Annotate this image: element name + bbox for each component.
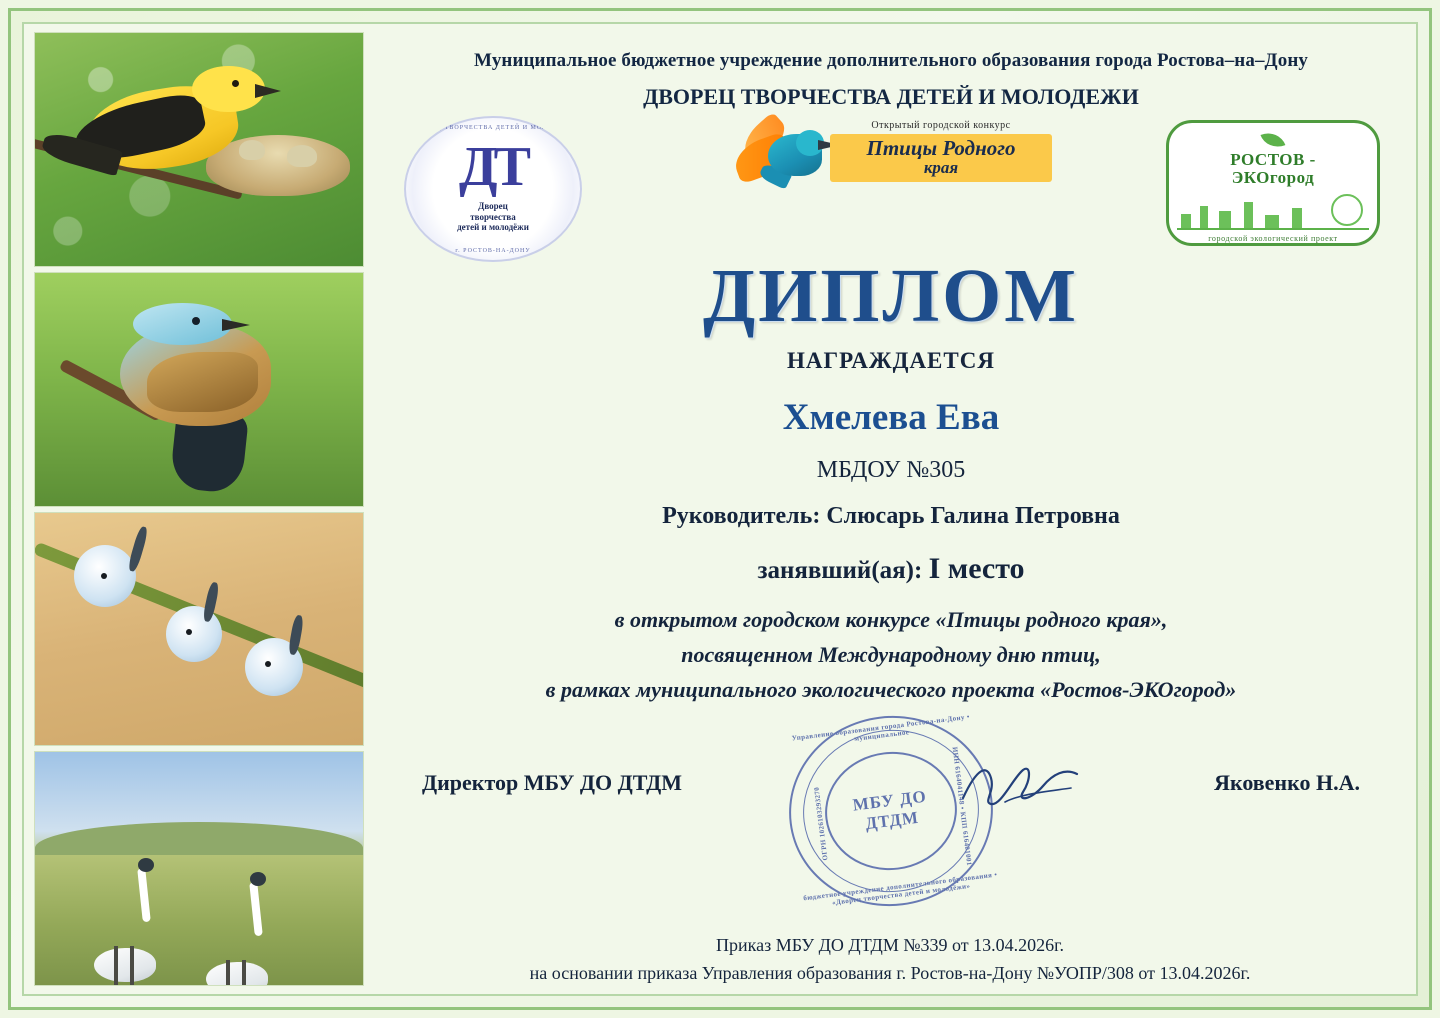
- dtdm-monogram: ДТ: [459, 136, 527, 199]
- hill-shape: [35, 822, 363, 855]
- leaf-icon: [1260, 128, 1285, 152]
- artwork-gallery: [34, 32, 364, 986]
- crane-leg-shape: [242, 960, 246, 986]
- crane-head-shape: [138, 858, 154, 872]
- oriole-beak-shape: [255, 84, 281, 98]
- teacher-name: Руководитель: Слюсарь Галина Петровна: [662, 503, 1120, 529]
- roller-wing-shape: [147, 352, 259, 413]
- dtdm-caption-line-1: Дворец: [478, 201, 508, 212]
- contest-name-line-2: края: [923, 158, 959, 178]
- dtdm-caption-line-3: детей и молодёжи: [457, 222, 529, 233]
- chick-shape: [287, 145, 317, 167]
- diploma-content: [24, 24, 1416, 994]
- chick-shape: [239, 140, 265, 160]
- description-block: [388, 602, 1394, 708]
- skyline-building: [1292, 208, 1302, 228]
- ferris-wheel-icon: [1331, 194, 1363, 226]
- organization-line-2: ДВОРЕЦ ТВОРЧЕСТВА ДЕТЕЙ И МОЛОДЕЖИ: [643, 84, 1139, 109]
- signatory-position: Директор МБУ ДО ДТДМ: [422, 769, 682, 795]
- stamp-ring-text-top: Управление образования города Ростова-на-Дону • муниципальное: [791, 712, 971, 743]
- description-line-3: в рамках муниципального экологического проекта «Ростов-ЭКОгород»: [545, 677, 1237, 703]
- diploma-body: [364, 24, 1416, 994]
- skyline-building: [1219, 211, 1231, 228]
- institution-name: МБДОУ №305: [816, 457, 966, 483]
- painting-tits: [34, 512, 364, 747]
- place-label: занявший(ая):: [757, 557, 923, 584]
- contest-name-line-1: Птицы Родного: [866, 136, 1016, 160]
- tit-body-shape: [166, 606, 222, 662]
- dtdm-emblem-logo: [404, 116, 582, 262]
- stamp-core-text: [852, 787, 931, 835]
- painting-cranes: [34, 751, 364, 986]
- signature-row: [388, 712, 1394, 907]
- crane-leg-shape: [226, 960, 230, 986]
- footer-block: [364, 932, 1416, 988]
- contest-caption: [830, 120, 1052, 182]
- skyline-building: [1181, 214, 1191, 228]
- official-stamp: [778, 704, 1004, 917]
- crane-body-shape: [94, 948, 156, 982]
- crane-leg-shape: [114, 946, 118, 986]
- roller-beak-shape: [222, 319, 250, 331]
- painting-roller: [34, 272, 364, 507]
- stamp-ring-text-bottom: бюджетное учреждение дополнительного образования • «Дворец творчества детей и молодёжи»: [802, 870, 998, 907]
- signatory-name: Яковенко Н.А.: [1214, 769, 1360, 795]
- logos-row: [388, 112, 1394, 262]
- eco-title-line-1: РОСТОВ -: [1230, 150, 1316, 170]
- crane-leg-shape: [130, 946, 134, 986]
- skyline-building: [1244, 202, 1253, 228]
- field-shape: [35, 855, 363, 985]
- oriole-eye-shape: [232, 80, 239, 87]
- footer-line-2: на основании приказа Управления образования г. Ростов-на-Дону №УОПР/308 от 13.04.2026г.: [529, 963, 1251, 984]
- stamp-ring-text-right: ИНН 6164041148 • КПП 616401001: [950, 745, 974, 866]
- page-title: ДИПЛОМ: [703, 254, 1079, 338]
- footer-line-1: Приказ МБУ ДО ДТДМ №339 от 13.04.2026г.: [715, 935, 1064, 956]
- skyline-building: [1200, 206, 1208, 228]
- dtdm-caption-line-2: творчества: [470, 211, 516, 222]
- contest-subtitle: Открытый городской конкурс: [871, 120, 1011, 131]
- recipient-name: Хмелева Ева: [782, 397, 1000, 438]
- tit-eye-shape: [101, 573, 107, 579]
- stamp-core-line-1: МБУ ДО: [851, 786, 928, 815]
- stamp-ring-text-left: ОГРН 1026103293270: [812, 785, 830, 861]
- eco-title-line-2: ЭКОгород: [1231, 168, 1315, 188]
- contest-logo: [726, 112, 1056, 222]
- roller-head-shape: [133, 303, 231, 345]
- dtdm-ring-text-bottom: г. РОСТОВ-НА-ДОНУ: [455, 248, 531, 254]
- dtdm-ring-text-top: ДВОРЕЦ ТВОРЧЕСТВА ДЕТЕЙ И МОЛОДЕЖИ: [412, 125, 574, 131]
- description-line-1: в открытом городском конкурсе «Птицы родного края»,: [614, 607, 1168, 632]
- place-value: I место: [928, 552, 1025, 585]
- kingfisher-icon: [734, 118, 830, 214]
- painting-oriole: [34, 32, 364, 267]
- stamp-core-line-2: ДТДМ: [864, 807, 920, 833]
- tit-tail-shape: [127, 526, 149, 573]
- skyline-icon: [1177, 191, 1368, 230]
- tit-eye-shape: [186, 629, 192, 635]
- rostov-ecocity-logo: [1166, 120, 1380, 246]
- eco-subtitle: городской экологический проект: [1208, 234, 1338, 243]
- organization-line-1: Муниципальное бюджетное учреждение дополнительного образования города Ростова–на–Дону: [474, 50, 1308, 71]
- skyline-building: [1265, 215, 1279, 228]
- crane-head-shape: [250, 872, 266, 886]
- contest-name-banner: [830, 134, 1052, 182]
- awarded-label: НАГРАЖДАЕТСЯ: [787, 348, 995, 373]
- description-line-2: посвященном Международному дню птиц,: [681, 642, 1101, 668]
- place-line: [388, 552, 1394, 586]
